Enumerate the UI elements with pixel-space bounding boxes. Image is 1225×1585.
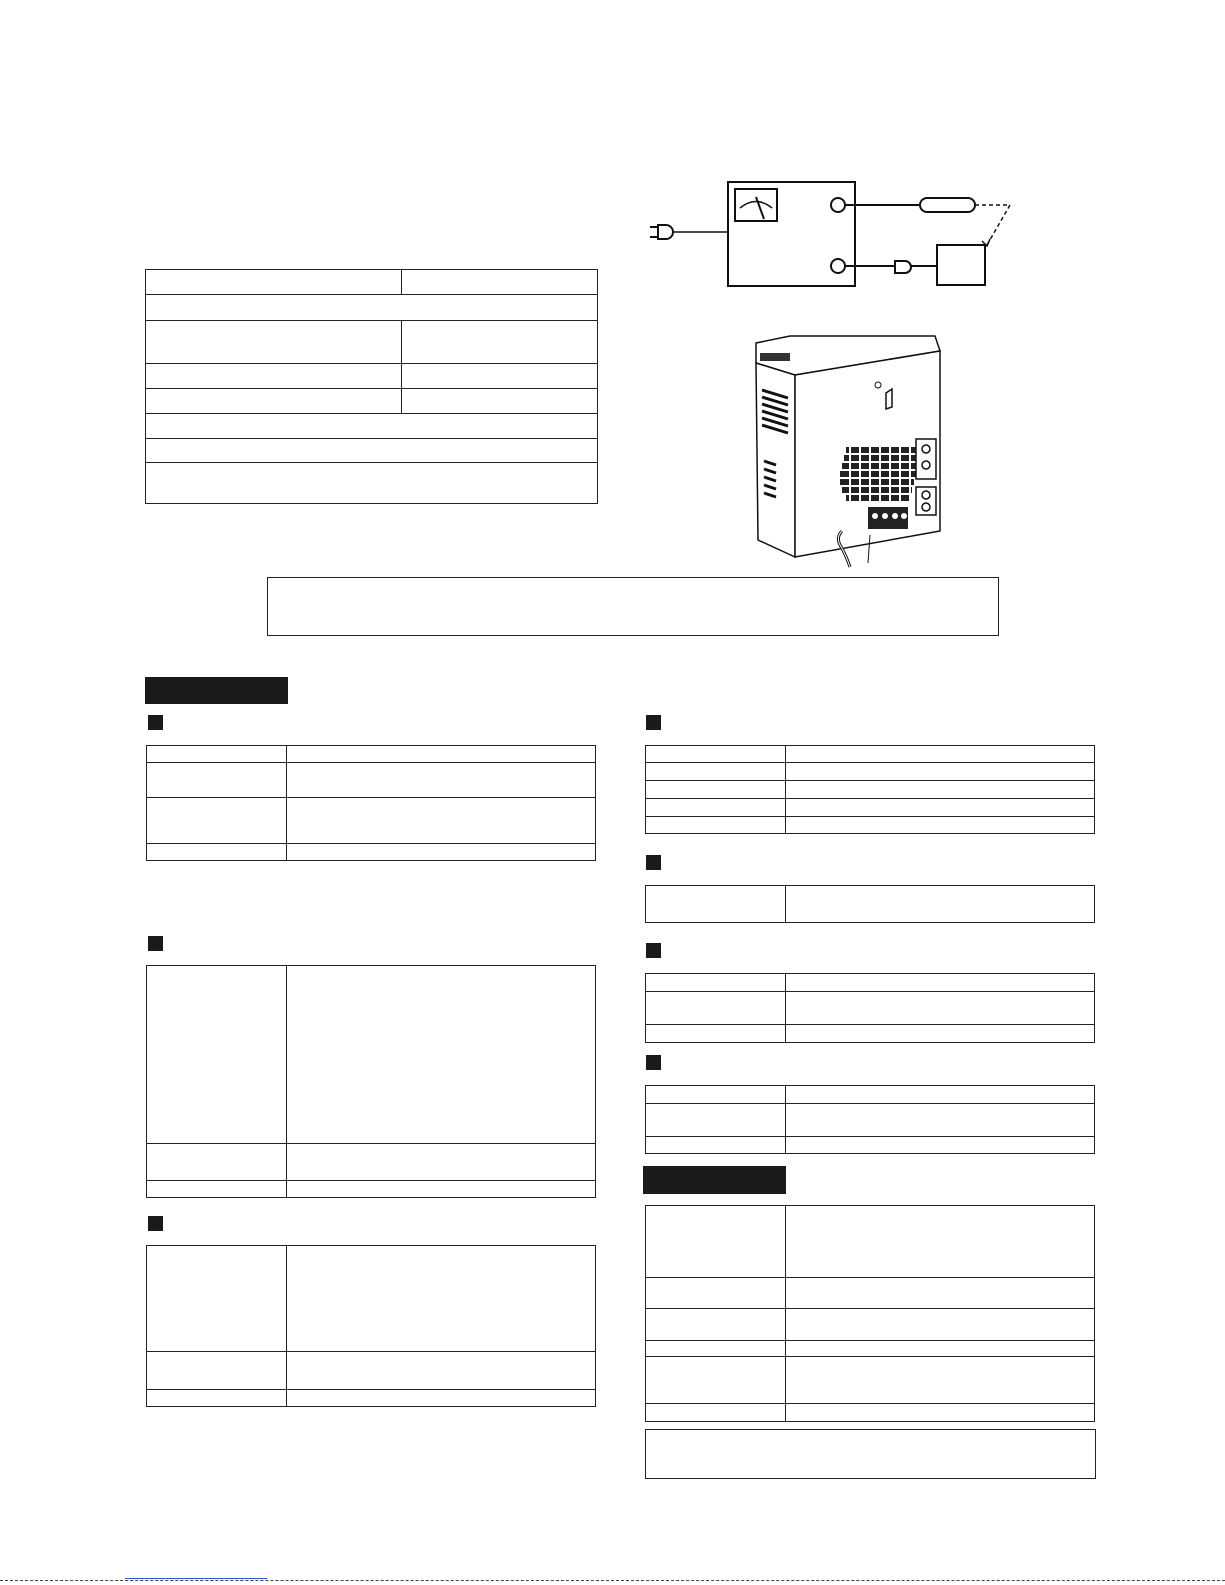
spec-table <box>645 1205 1095 1422</box>
subsection-marker <box>148 1216 163 1231</box>
section-header-tab <box>145 677 288 704</box>
subsection-marker <box>646 855 661 870</box>
settings-table-col-divider <box>401 269 402 294</box>
settings-table-row-divider <box>145 294 598 295</box>
settings-table-col-divider <box>401 320 402 413</box>
settings-table-row-divider <box>145 388 598 389</box>
footer-link[interactable] <box>125 1578 267 1579</box>
footer-rule <box>0 1580 1225 1581</box>
spec-table <box>146 965 596 1198</box>
meter-connection-diagram-icon <box>640 175 1040 295</box>
settings-table-row-divider <box>145 438 598 439</box>
spec-table <box>645 973 1095 1043</box>
subsection-marker <box>148 715 163 730</box>
spec-table <box>645 1085 1095 1154</box>
subsection-marker <box>646 1055 661 1070</box>
spec-table <box>645 745 1095 834</box>
settings-table-row-divider <box>145 320 598 321</box>
stereo-unit-rear-view-icon <box>750 335 950 567</box>
section-header-tab <box>643 1166 786 1194</box>
subsection-marker <box>646 715 661 730</box>
spec-table <box>645 885 1095 923</box>
subsection-marker <box>646 943 661 958</box>
subsection-marker <box>148 936 163 951</box>
settings-table-row-divider <box>145 363 598 364</box>
settings-table <box>145 269 598 504</box>
settings-table-row-divider <box>145 413 598 414</box>
notice-box <box>267 577 999 636</box>
settings-table-row-divider <box>145 462 598 463</box>
closing-note-box <box>645 1429 1096 1479</box>
spec-table <box>146 1245 596 1407</box>
